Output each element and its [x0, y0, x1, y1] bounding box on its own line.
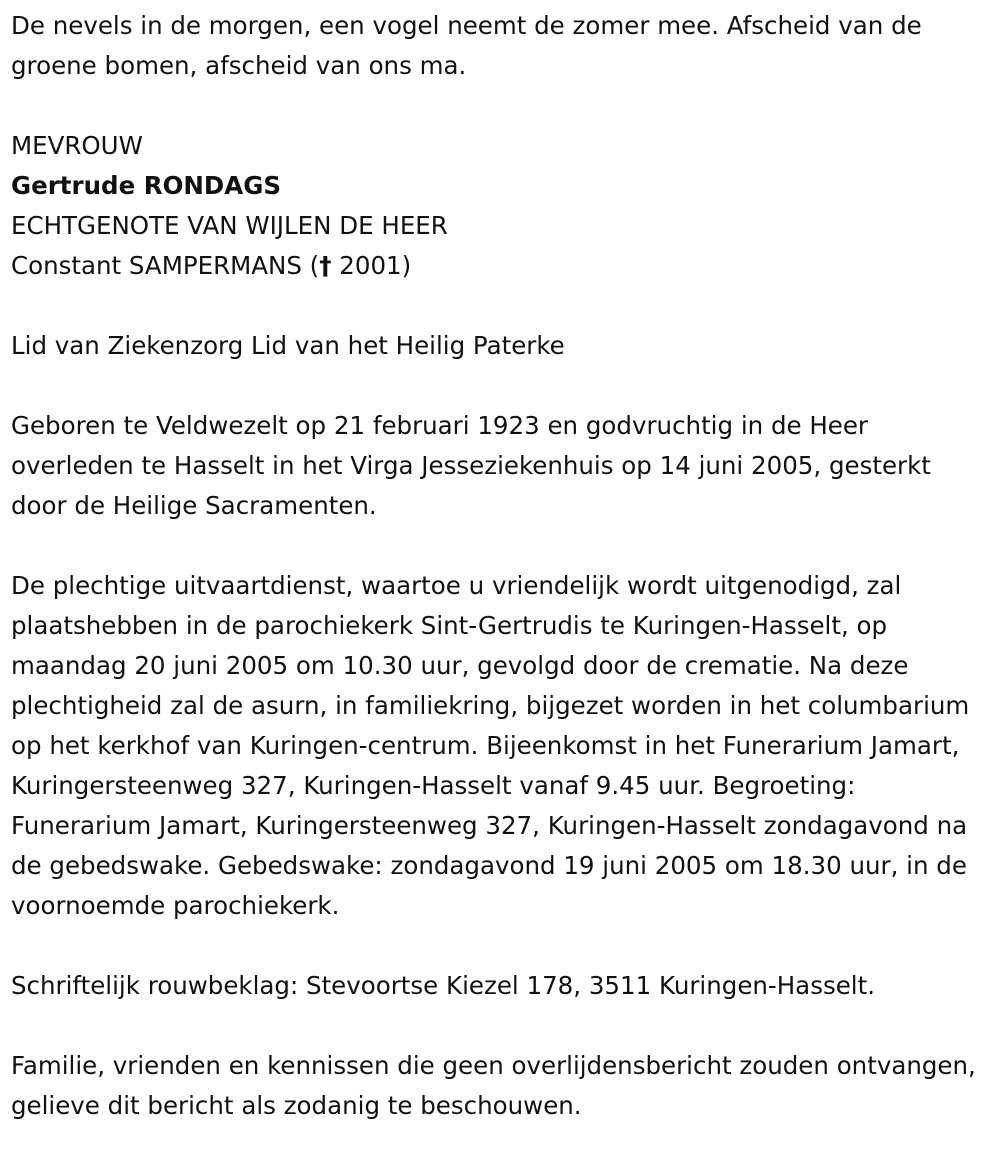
salutation: MEVROUW — [11, 131, 143, 160]
funeral-details-paragraph: De plechtige uitvaartdienst, waartoe u vriendelijk wordt uitgenodigd, zal plaatshebben in de parochiekerk Sint-Gertrudis te Kuringen-Hasselt, op maandag 20 juni 2005 om 10.30 uur, gevolgd door de crematie. Na deze plechtigheid zal de asurn, in familiekring, bijgezet worden in het columbarium op het kerkhof van Kuringen-centrum. Bijeenkomst in het Funerarium Jamart, Kuringersteenweg 327, Kuringen-Hasselt vanaf 9.45 uur. Begroeting: Funerarium Jamart, Kuringersteenweg 327, Kuringen-Hasselt zondagavond na de gebedswake. Gebedswake: zondagavond 19 juni 2005 om 18.30 uur, in de voornoemde parochiekerk. — [11, 571, 970, 920]
deceased-name: Gertrude RONDAGS — [11, 171, 281, 200]
cross-icon: † — [319, 251, 332, 280]
spouse-line — [11, 246, 992, 286]
condolence-address: Schriftelijk rouwbeklag: Stevoortse Kiezel 178, 3511 Kuringen-Hasselt. — [11, 971, 875, 1000]
spouse-death-year: 2001) — [331, 251, 412, 280]
birth-death-paragraph: Geboren te Veldwezelt op 21 februari 1923 en godvruchtig in de Heer overleden te Hasselt in het Virga Jesseziekenhuis op 14 juni 2005, gesterkt door de Heilige Sacramenten. — [11, 411, 931, 520]
closing-note: Familie, vrienden en kennissen die geen overlijdensbericht zouden ontvangen, gelieve dit bericht als zodanig te beschouwen. — [11, 1051, 976, 1120]
spouse-intro: ECHTGENOTE VAN WIJLEN DE HEER — [11, 211, 448, 240]
memberships: Lid van Ziekenzorg Lid van het Heilig Paterke — [11, 331, 565, 360]
spouse-name: Constant SAMPERMANS ( — [11, 251, 320, 280]
opening-poem: De nevels in de morgen, een vogel neemt de zomer mee. Afscheid van de groene bomen, afscheid van ons ma. — [11, 11, 922, 80]
